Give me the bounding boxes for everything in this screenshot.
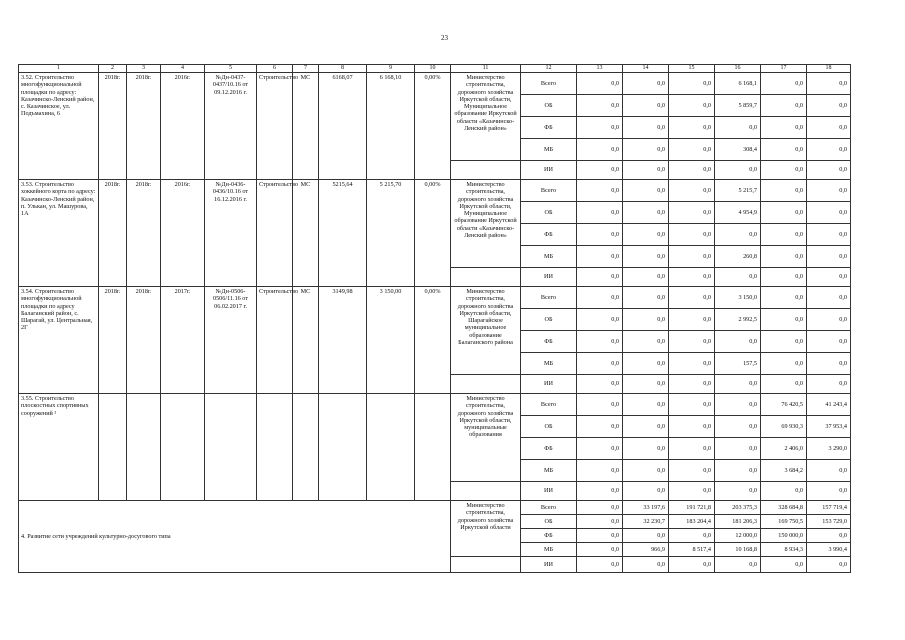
amount-cell: 150 000,0 — [761, 529, 807, 543]
work-type: Строительство — [257, 180, 293, 287]
amount-cell: 308,4 — [715, 139, 761, 161]
object-name: 3.54. Строительство многофункциональной площадки по адресу Балаганский район, с. Шарагай, ул. Центральная, 2Г — [19, 287, 99, 394]
executor: Министерство строительства, дорожного хозяйства Иркутской области, Муниципальное образование Иркутской области «Казачинско-Ленский район» — [451, 180, 521, 268]
amount-cell: 0,0 — [807, 117, 851, 139]
amount-cell: 0,0 — [715, 117, 761, 139]
amount-cell: 0,0 — [577, 180, 623, 202]
amount-cell: 0,0 — [669, 438, 715, 460]
document-ref: №Дн-0436-0436/10.16 от 16.12.2016 г. — [205, 180, 257, 287]
funding-source: ФБ — [521, 529, 577, 543]
amount-cell: 0,0 — [715, 438, 761, 460]
end-year — [127, 394, 161, 501]
executor: Министерство строительства, дорожного хозяйства Иркутской области, Шарагайское муниципальное образование Балаганского района — [451, 287, 521, 375]
column-number: 17 — [761, 65, 807, 73]
funding-source: ОБ — [521, 515, 577, 529]
amount-cell: 0,0 — [623, 246, 669, 268]
column-number: 13 — [577, 65, 623, 73]
design-year: 2016г. — [161, 73, 205, 180]
amount-cell: 0,0 — [623, 416, 669, 438]
funding-source: ИИ — [521, 482, 577, 501]
amount-cell: 0,0 — [669, 95, 715, 117]
column-number: 10 — [415, 65, 451, 73]
work-type: Строительство — [257, 287, 293, 394]
amount-cell: 0,0 — [761, 161, 807, 180]
amount-cell: 0,0 — [715, 331, 761, 353]
amount-cell: 0,0 — [669, 482, 715, 501]
funding-source: ИИ — [521, 268, 577, 287]
amount-cell: 0,0 — [623, 73, 669, 95]
amount-cell: 0,0 — [807, 287, 851, 309]
amount-cell: 0,0 — [623, 331, 669, 353]
amount-cell: 0,0 — [669, 353, 715, 375]
amount-cell: 8 934,3 — [761, 543, 807, 557]
amount-cell: 0,0 — [577, 501, 623, 515]
customer: МС — [293, 180, 319, 287]
table-row — [19, 180, 851, 202]
amount-cell: 0,0 — [761, 331, 807, 353]
amount-cell: 0,0 — [807, 482, 851, 501]
funding-source: ФБ — [521, 224, 577, 246]
amount-cell: 0,0 — [669, 460, 715, 482]
amount-cell: 0,0 — [623, 95, 669, 117]
amount-cell: 0,0 — [577, 529, 623, 543]
funding-source: Всего — [521, 287, 577, 309]
amount-cell: 0,0 — [669, 331, 715, 353]
customer — [293, 394, 319, 501]
amount-cell: 0,0 — [669, 268, 715, 287]
amount-cell: 0,0 — [761, 246, 807, 268]
amount-cell: 0,0 — [715, 416, 761, 438]
amount-cell: 0,0 — [669, 246, 715, 268]
funding-source: Всего — [521, 180, 577, 202]
estimate-cost — [319, 394, 367, 501]
amount-cell: 0,0 — [761, 139, 807, 161]
column-number: 5 — [205, 65, 257, 73]
amount-cell: 0,0 — [623, 268, 669, 287]
amount-cell: 5 859,7 — [715, 95, 761, 117]
amount-cell: 0,0 — [807, 268, 851, 287]
customer: МС — [293, 287, 319, 394]
amount-cell: 0,0 — [669, 202, 715, 224]
amount-cell: 3 990,4 — [807, 543, 851, 557]
amount-cell: 0,0 — [761, 224, 807, 246]
funding-source: Всего — [521, 73, 577, 95]
document-ref: №Дн-0437-0437/10.16 от 09.12.2016 г. — [205, 73, 257, 180]
amount-cell: 181 206,3 — [715, 515, 761, 529]
estimate-cost: 5215,64 — [319, 180, 367, 287]
limit-cost — [367, 394, 415, 501]
start-year: 2018г. — [99, 287, 127, 394]
executor-empty — [451, 482, 521, 501]
amount-cell: 0,0 — [669, 309, 715, 331]
amount-cell: 10 168,8 — [715, 543, 761, 557]
document-ref — [205, 394, 257, 501]
amount-cell: 0,0 — [577, 73, 623, 95]
amount-cell: 0,0 — [623, 139, 669, 161]
amount-cell: 157 719,4 — [807, 501, 851, 515]
funding-source: ИИ — [521, 557, 577, 573]
amount-cell: 0,0 — [669, 394, 715, 416]
column-number: 12 — [521, 65, 577, 73]
budget-table — [18, 64, 851, 573]
amount-cell: 3 290,0 — [807, 438, 851, 460]
amount-cell: 2 406,0 — [761, 438, 807, 460]
limit-cost: 6 168,10 — [367, 73, 415, 180]
amount-cell: 0,0 — [761, 73, 807, 95]
work-type — [257, 394, 293, 501]
amount-cell: 0,0 — [715, 161, 761, 180]
estimate-cost: 3149,98 — [319, 287, 367, 394]
amount-cell: 41 243,4 — [807, 394, 851, 416]
amount-cell: 0,0 — [761, 309, 807, 331]
header-row — [19, 65, 851, 73]
amount-cell: 0,0 — [669, 557, 715, 573]
funding-source: ФБ — [521, 438, 577, 460]
amount-cell: 0,0 — [761, 287, 807, 309]
amount-cell: 32 230,7 — [623, 515, 669, 529]
funding-source: ИИ — [521, 375, 577, 394]
design-year — [161, 394, 205, 501]
amount-cell: 0,0 — [669, 161, 715, 180]
amount-cell: 0,0 — [669, 416, 715, 438]
funding-source: МБ — [521, 353, 577, 375]
estimate-cost: 6168,07 — [319, 73, 367, 180]
amount-cell: 0,0 — [577, 95, 623, 117]
executor-empty — [451, 557, 521, 573]
design-year: 2017г. — [161, 287, 205, 394]
amount-cell: 6 168,1 — [715, 73, 761, 95]
column-number: 7 — [293, 65, 319, 73]
column-number: 14 — [623, 65, 669, 73]
amount-cell: 0,0 — [807, 139, 851, 161]
amount-cell: 3 684,2 — [761, 460, 807, 482]
funding-source: МБ — [521, 460, 577, 482]
amount-cell: 0,0 — [807, 460, 851, 482]
amount-cell: 0,0 — [623, 224, 669, 246]
amount-cell: 0,0 — [807, 202, 851, 224]
amount-cell: 0,0 — [807, 246, 851, 268]
amount-cell: 0,0 — [623, 529, 669, 543]
amount-cell: 260,8 — [715, 246, 761, 268]
object-name: 3.53. Строительство хоккейного корта по адресу: Казачинско-Ленский район, п. Улькан, ул. Машурова, 1А — [19, 180, 99, 287]
executor: Министерство строительства, дорожного хозяйства Иркутской области, Муниципальное образование Иркутской области «Казачинско-Ленский район» — [451, 73, 521, 161]
amount-cell: 0,0 — [807, 557, 851, 573]
amount-cell: 0,0 — [761, 482, 807, 501]
amount-cell: 0,0 — [577, 246, 623, 268]
page-number: 23 — [441, 34, 448, 42]
amount-cell: 0,0 — [669, 287, 715, 309]
limit-cost: 5 215,70 — [367, 180, 415, 287]
document-ref: №Дн-0506-0506/11.16 от 06.02.2017 г. — [205, 287, 257, 394]
limit-cost: 3 150,00 — [367, 287, 415, 394]
column-number: 2 — [99, 65, 127, 73]
amount-cell: 0,0 — [669, 139, 715, 161]
section-executor: Министерство строительства, дорожного хозяйства Иркутской области — [451, 501, 521, 557]
amount-cell: 0,0 — [623, 394, 669, 416]
amount-cell: 0,0 — [807, 375, 851, 394]
table-row — [19, 287, 851, 309]
amount-cell: 0,0 — [623, 309, 669, 331]
amount-cell: 0,0 — [577, 543, 623, 557]
table-row — [19, 394, 851, 416]
executor-empty — [451, 375, 521, 394]
readiness — [415, 394, 451, 501]
amount-cell: 0,0 — [807, 180, 851, 202]
amount-cell: 0,0 — [761, 95, 807, 117]
readiness: 0,00% — [415, 73, 451, 180]
funding-source: ФБ — [521, 331, 577, 353]
amount-cell: 0,0 — [577, 309, 623, 331]
amount-cell: 0,0 — [669, 180, 715, 202]
object-name: 3.52. Строительство многофункциональной площадки по адресу: Казачинско-Ленский район, с. Казачинское, ул. Подъмахина, 6 — [19, 73, 99, 180]
amount-cell: 0,0 — [623, 161, 669, 180]
amount-cell: 203 375,3 — [715, 501, 761, 515]
funding-source: ОБ — [521, 202, 577, 224]
amount-cell: 0,0 — [623, 117, 669, 139]
amount-cell: 69 930,3 — [761, 416, 807, 438]
amount-cell: 0,0 — [577, 331, 623, 353]
amount-cell: 0,0 — [807, 161, 851, 180]
amount-cell: 0,0 — [669, 224, 715, 246]
amount-cell: 0,0 — [761, 117, 807, 139]
amount-cell: 0,0 — [715, 268, 761, 287]
amount-cell: 0,0 — [577, 460, 623, 482]
column-number: 11 — [451, 65, 521, 73]
amount-cell: 0,0 — [669, 117, 715, 139]
amount-cell: 0,0 — [577, 268, 623, 287]
amount-cell: 0,0 — [577, 515, 623, 529]
amount-cell: 0,0 — [577, 482, 623, 501]
amount-cell: 8 517,4 — [669, 543, 715, 557]
amount-cell: 0,0 — [761, 375, 807, 394]
amount-cell: 0,0 — [807, 529, 851, 543]
start-year: 2018г. — [99, 73, 127, 180]
amount-cell: 12 000,0 — [715, 529, 761, 543]
amount-cell: 183 204,4 — [669, 515, 715, 529]
amount-cell: 0,0 — [577, 557, 623, 573]
amount-cell: 0,0 — [715, 482, 761, 501]
funding-source: Всего — [521, 394, 577, 416]
executor-empty — [451, 268, 521, 287]
readiness: 0,00% — [415, 287, 451, 394]
funding-source: Всего — [521, 501, 577, 515]
amount-cell: 0,0 — [623, 353, 669, 375]
amount-cell: 0,0 — [807, 331, 851, 353]
table-row — [19, 73, 851, 95]
amount-cell: 0,0 — [577, 161, 623, 180]
amount-cell: 0,0 — [669, 375, 715, 394]
amount-cell: 0,0 — [669, 529, 715, 543]
amount-cell: 0,0 — [761, 557, 807, 573]
column-number: 18 — [807, 65, 851, 73]
amount-cell: 0,0 — [669, 73, 715, 95]
amount-cell: 0,0 — [577, 416, 623, 438]
executor-empty — [451, 161, 521, 180]
amount-cell: 0,0 — [577, 394, 623, 416]
funding-source: ОБ — [521, 95, 577, 117]
amount-cell: 157,5 — [715, 353, 761, 375]
end-year: 2018г. — [127, 180, 161, 287]
funding-source: ФБ — [521, 117, 577, 139]
amount-cell: 0,0 — [577, 438, 623, 460]
amount-cell: 0,0 — [807, 224, 851, 246]
amount-cell: 0,0 — [715, 394, 761, 416]
column-number: 16 — [715, 65, 761, 73]
amount-cell: 0,0 — [623, 287, 669, 309]
customer: МС — [293, 73, 319, 180]
amount-cell: 0,0 — [761, 268, 807, 287]
amount-cell: 0,0 — [577, 353, 623, 375]
funding-source: МБ — [521, 246, 577, 268]
object-name: 3.55. Строительство плоскостных спортивных сооружений ² — [19, 394, 99, 501]
amount-cell: 0,0 — [807, 73, 851, 95]
amount-cell: 0,0 — [623, 557, 669, 573]
work-type: Строительство — [257, 73, 293, 180]
amount-cell: 0,0 — [761, 202, 807, 224]
end-year: 2018г. — [127, 287, 161, 394]
amount-cell: 0,0 — [623, 438, 669, 460]
amount-cell: 0,0 — [623, 180, 669, 202]
funding-source: ОБ — [521, 309, 577, 331]
end-year: 2018г. — [127, 73, 161, 180]
amount-cell: 0,0 — [715, 375, 761, 394]
amount-cell: 2 992,5 — [715, 309, 761, 331]
amount-cell: 0,0 — [623, 460, 669, 482]
amount-cell: 0,0 — [577, 287, 623, 309]
amount-cell: 0,0 — [715, 460, 761, 482]
section-title: 4. Развитие сети учреждений культурно-досугового типа — [19, 501, 451, 573]
column-number: 6 — [257, 65, 293, 73]
amount-cell: 37 953,4 — [807, 416, 851, 438]
readiness: 0,00% — [415, 180, 451, 287]
amount-cell: 0,0 — [623, 202, 669, 224]
amount-cell: 0,0 — [807, 95, 851, 117]
funding-source: ОБ — [521, 416, 577, 438]
amount-cell: 0,0 — [623, 375, 669, 394]
column-number: 3 — [127, 65, 161, 73]
amount-cell: 0,0 — [807, 309, 851, 331]
amount-cell: 0,0 — [715, 557, 761, 573]
amount-cell: 76 420,5 — [761, 394, 807, 416]
funding-source: МБ — [521, 543, 577, 557]
amount-cell: 0,0 — [761, 353, 807, 375]
amount-cell: 153 729,0 — [807, 515, 851, 529]
amount-cell: 0,0 — [577, 375, 623, 394]
column-number: 15 — [669, 65, 715, 73]
amount-cell: 0,0 — [577, 202, 623, 224]
executor: Министерство строительства, дорожного хозяйства Иркутской области, муниципальные образования — [451, 394, 521, 482]
design-year: 2016г. — [161, 180, 205, 287]
amount-cell: 4 954,9 — [715, 202, 761, 224]
column-number: 4 — [161, 65, 205, 73]
column-number: 1 — [19, 65, 99, 73]
funding-source: МБ — [521, 139, 577, 161]
amount-cell: 328 684,8 — [761, 501, 807, 515]
amount-cell: 0,0 — [577, 139, 623, 161]
amount-cell: 0,0 — [577, 224, 623, 246]
amount-cell: 169 750,5 — [761, 515, 807, 529]
table-row — [19, 501, 851, 515]
amount-cell: 966,9 — [623, 543, 669, 557]
amount-cell: 0,0 — [623, 482, 669, 501]
column-number: 8 — [319, 65, 367, 73]
amount-cell: 0,0 — [715, 224, 761, 246]
amount-cell: 5 215,7 — [715, 180, 761, 202]
amount-cell: 3 150,0 — [715, 287, 761, 309]
column-number: 9 — [367, 65, 415, 73]
amount-cell: 0,0 — [761, 180, 807, 202]
amount-cell: 33 197,6 — [623, 501, 669, 515]
start-year — [99, 394, 127, 501]
amount-cell: 0,0 — [577, 117, 623, 139]
funding-source: ИИ — [521, 161, 577, 180]
amount-cell: 0,0 — [807, 353, 851, 375]
amount-cell: 191 721,8 — [669, 501, 715, 515]
start-year: 2018г. — [99, 180, 127, 287]
